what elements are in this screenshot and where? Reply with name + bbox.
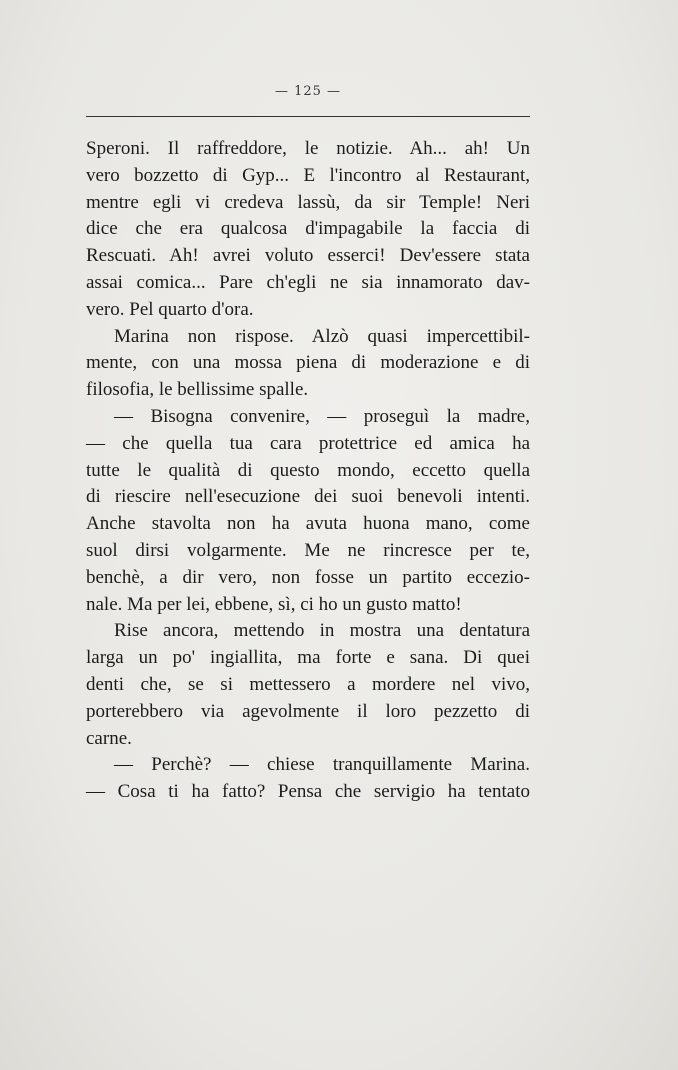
text-line: — che quella tua cara protettrice ed amica ha (86, 432, 530, 454)
text-line: — Perchè? — chiese tranquillamente Marina. (114, 754, 530, 776)
header-rule (86, 116, 530, 117)
text-line: mentre egli vi credeva lassù, da sir Temple! Neri (86, 191, 530, 213)
text-line: filosofia, le bellissime spalle. (86, 379, 309, 401)
text-line: larga un po' ingiallita, ma forte e sana. Di quei (86, 647, 530, 669)
text-line: benchè, a dir vero, non fosse un partito eccezio- (86, 566, 530, 588)
text-line: carne. (86, 727, 132, 749)
text-line: Anche stavolta non ha avuta huona mano, come (86, 513, 530, 535)
text-line: Rise ancora, mettendo in mostra una dentatura (114, 620, 530, 642)
text-line: mente, con una mossa piena di moderazione e di (86, 352, 530, 374)
text-line: — Cosa ti ha fatto? Pensa che servigio ha tentato (86, 781, 530, 803)
text-line: Marina non rispose. Alzò quasi impercettibil- (114, 325, 530, 347)
text-line: — Bisogna convenire, — proseguì la madre, (114, 405, 530, 427)
text-line: dice che era qualcosa d'impagabile la faccia di (86, 218, 530, 240)
text-line: tutte le qualità di questo mondo, eccetto quella (86, 459, 530, 481)
text-line: denti che, se si mettessero a mordere nel vivo, (86, 673, 530, 695)
text-line: vero. Pel quarto d'ora. (86, 298, 254, 320)
body-text (86, 136, 530, 806)
text-line: suol dirsi volgarmente. Me ne rincresce per te, (86, 539, 530, 561)
page-number: — 125 — (274, 84, 342, 99)
text-line: vero bozzetto di Gyp... E l'incontro al Restaurant, (86, 164, 530, 186)
text-line: Rescuati. Ah! avrei voluto esserci! Dev'essere stata (86, 245, 530, 267)
text-line: assai comica... Pare ch'egli ne sia innamorato dav- (86, 271, 530, 293)
text-line: di riescire nell'esecuzione dei suoi benevoli intenti. (86, 486, 530, 508)
text-line: porterebbero via agevolmente il loro pezzetto di (86, 700, 530, 722)
text-line: nale. Ma per lei, ebbene, sì, ci ho un gusto matto! (86, 593, 462, 615)
text-line: Speroni. Il raffreddore, le notizie. Ah... ah! Un (86, 138, 530, 159)
